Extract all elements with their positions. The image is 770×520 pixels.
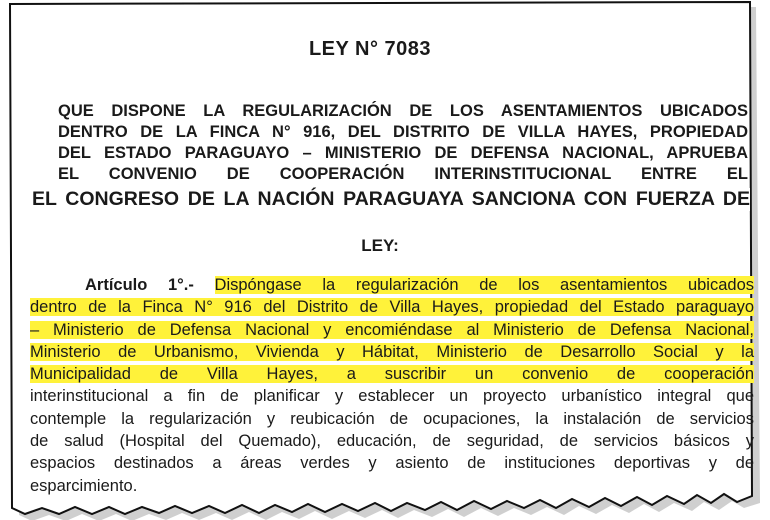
highlighted-text: dentro de la Finca N° 916 del Distrito de Villa Hayes, propiedad del Estado paraguayo <box>30 298 754 317</box>
article-line <box>30 363 754 385</box>
article-line <box>30 341 754 363</box>
article-line: de salud (Hospital del Quemado), educación, de seguridad, de servicios básicos y <box>30 432 754 451</box>
article-label: Artículo 1°.- <box>85 276 194 294</box>
article-line: contemple la regularización y reubicación de ocupaciones, la instalación de servicios <box>30 409 754 428</box>
subtitle-line: QUE DISPONE LA REGULARIZACIÓN DE LOS ASENTAMIENTOS UBICADOS <box>58 102 748 120</box>
congress-enactment-line: EL CONGRESO DE LA NACIÓN PARAGUAYA SANCIONA CON FUERZA DE <box>32 188 750 210</box>
article-line: esparcimiento. <box>30 476 138 495</box>
law-title: LEY N° 7083 <box>308 38 432 60</box>
highlighted-text: – Ministerio de Defensa Nacional y encomiéndase al Ministerio de Defensa Nacional, <box>30 320 754 339</box>
law-subtitle <box>58 101 748 187</box>
subtitle-line: DEL ESTADO PARAGUAYO – MINISTERIO DE DEFENSA NACIONAL, APRUEBA <box>58 144 748 162</box>
article-line <box>30 274 754 296</box>
highlighted-text: Ministerio de Urbanismo, Vivienda y Hábitat, Ministerio de Desarrollo Social y la <box>30 342 754 361</box>
article-line <box>30 319 754 341</box>
article-line <box>30 296 754 318</box>
subtitle-line: EL CONVENIO DE COOPERACIÓN INTERINSTITUCIONAL ENTRE EL <box>58 165 748 183</box>
ley-label: LEY: <box>361 236 399 255</box>
article-line: espacios destinados a áreas verdes y asiento de instituciones deportivas y de <box>30 454 754 473</box>
article-line: interinstitucional a fin de planificar y establecer un proyecto urbanístico integral que <box>30 387 754 406</box>
highlighted-text: Municipalidad de Villa Hayes, a suscribir un convenio de cooperación <box>30 365 754 384</box>
subtitle-line: DENTRO DE LA FINCA N° 916, DEL DISTRITO DE VILLA HAYES, PROPIEDAD <box>58 123 748 141</box>
highlighted-text: Dispóngase la regularización de los asentamientos ubicados <box>214 276 754 294</box>
article-1 <box>30 274 754 497</box>
